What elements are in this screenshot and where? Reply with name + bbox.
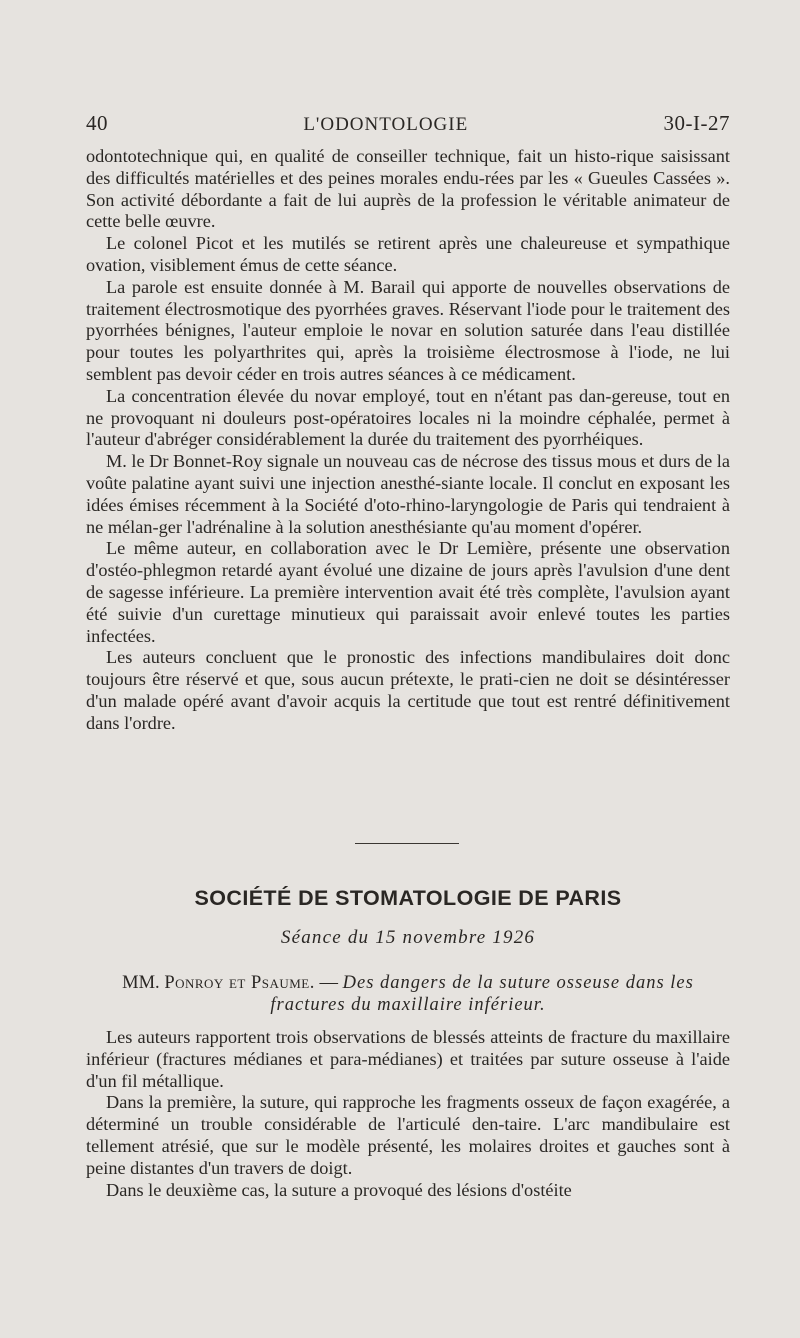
paper-title-line-2: fractures du maxillaire inférieur.: [270, 995, 546, 1015]
bottom-article-body: [86, 1027, 730, 1201]
paragraph: Les auteurs concluent que le pronostic des infections mandibulaires doit donc toujours être réservé et que, sous aucun prétexte, le prati-cien ne doit se désintéresser d'un malade opéré avant d'avoir acquis la certitude que tout est rentré définitivement dans l'ordre.: [86, 647, 730, 733]
paper-title-line-1: Des dangers de la suture osseuse dans les: [342, 973, 694, 993]
paragraph: odontotechnique qui, en qualité de conseiller technique, fait un histo-rique saisissant des difficultés matérielles et des peines morales endu-rées par les « Gueules Cassées ». Son activité débordante a fait de lui auprès de la profession le véritable animateur de cette belle œuvre.: [86, 146, 730, 232]
byline-line-1: [86, 972, 730, 994]
issue-date: 30-I-27: [663, 111, 730, 135]
paragraph: La concentration élevée du novar employé, tout en n'étant pas dan-gereuse, tout en ne provoquant ni douleurs post-opératoires locales ni la moindre céphalée, permet à l'auteur d'abréger considérablement la durée du traitement des pyorrhéiques.: [86, 385, 730, 450]
page-number: 40: [86, 111, 108, 135]
paragraph: Dans la première, la suture, qui rapproche les fragments osseux de façon exagérée, a déterminé un trouble considérable de l'articulé den-taire. L'arc mandibulaire est tellement atrésié, que sur le modèle présenté, les molaires droites et gauches sont à peine distantes d'un travers de doigt.: [86, 1092, 730, 1178]
top-article-body: [86, 146, 730, 735]
byline-dash: —: [319, 973, 339, 993]
running-header: [86, 111, 730, 136]
journal-title: L'ODONTOLOGIE: [303, 114, 469, 135]
paragraph: Le même auteur, en collaboration avec le Dr Lemière, présente une observation d'ostéo-phlegmon retardé ayant évolué une dizaine de jours après l'avulsion d'une dent de sagesse inférieure. La première intervention avait été très complète, l'avulsion ayant été suivie d'un curettage minutieux qui paraissait avoir enlevé toutes les parties infectées.: [86, 538, 730, 646]
section-divider: [355, 843, 459, 844]
paragraph: Dans le deuxième cas, la suture a provoqué des lésions d'ostéite: [106, 1179, 572, 1200]
society-heading: SOCIÉTÉ DE STOMATOLOGIE DE PARIS: [194, 886, 622, 910]
paragraph: La parole est ensuite donnée à M. Barail qui apporte de nouvelles observations de traitement électrosmotique des pyorrhées graves. Réservant l'iode pour le traitement des pyorrhées bénignes, l'auteur emploie le novar en solution saturée dans l'eau distillée pour toutes les polyarthrites qui, après la troisième électrosmose à l'iode, ne lui semblent pas devoir céder en trois autres séances à ce médicament.: [86, 276, 730, 384]
paper-byline: [86, 972, 730, 1016]
paragraph: M. le Dr Bonnet-Roy signale un nouveau cas de nécrose des tissus mous et durs de la voûte palatine ayant suivi une injection anesthé-siante locale. Il conclut en exposant les idées émises récemment à la Société d'oto-rhino-laryngologie de Paris qui tendraient à ne mélan-ger l'adrénaline à la solution anesthésiante qu'au moment d'opérer.: [86, 451, 730, 537]
paragraph: Le colonel Picot et les mutilés se retirent après une chaleureuse et sympathique ovation, visiblement émus de cette séance.: [86, 233, 730, 275]
paragraph: Les auteurs rapportent trois observations de blessés atteints de fracture du maxillaire inférieur (fractures médianes et para-médianes) et traitées par suture osseuse à l'aide d'un fil métallique.: [86, 1027, 730, 1091]
session-date: Séance du 15 novembre 1926: [280, 927, 536, 948]
authors-names: Ponroy et Psaume.: [164, 973, 315, 993]
authors-prefix: MM.: [122, 973, 160, 993]
